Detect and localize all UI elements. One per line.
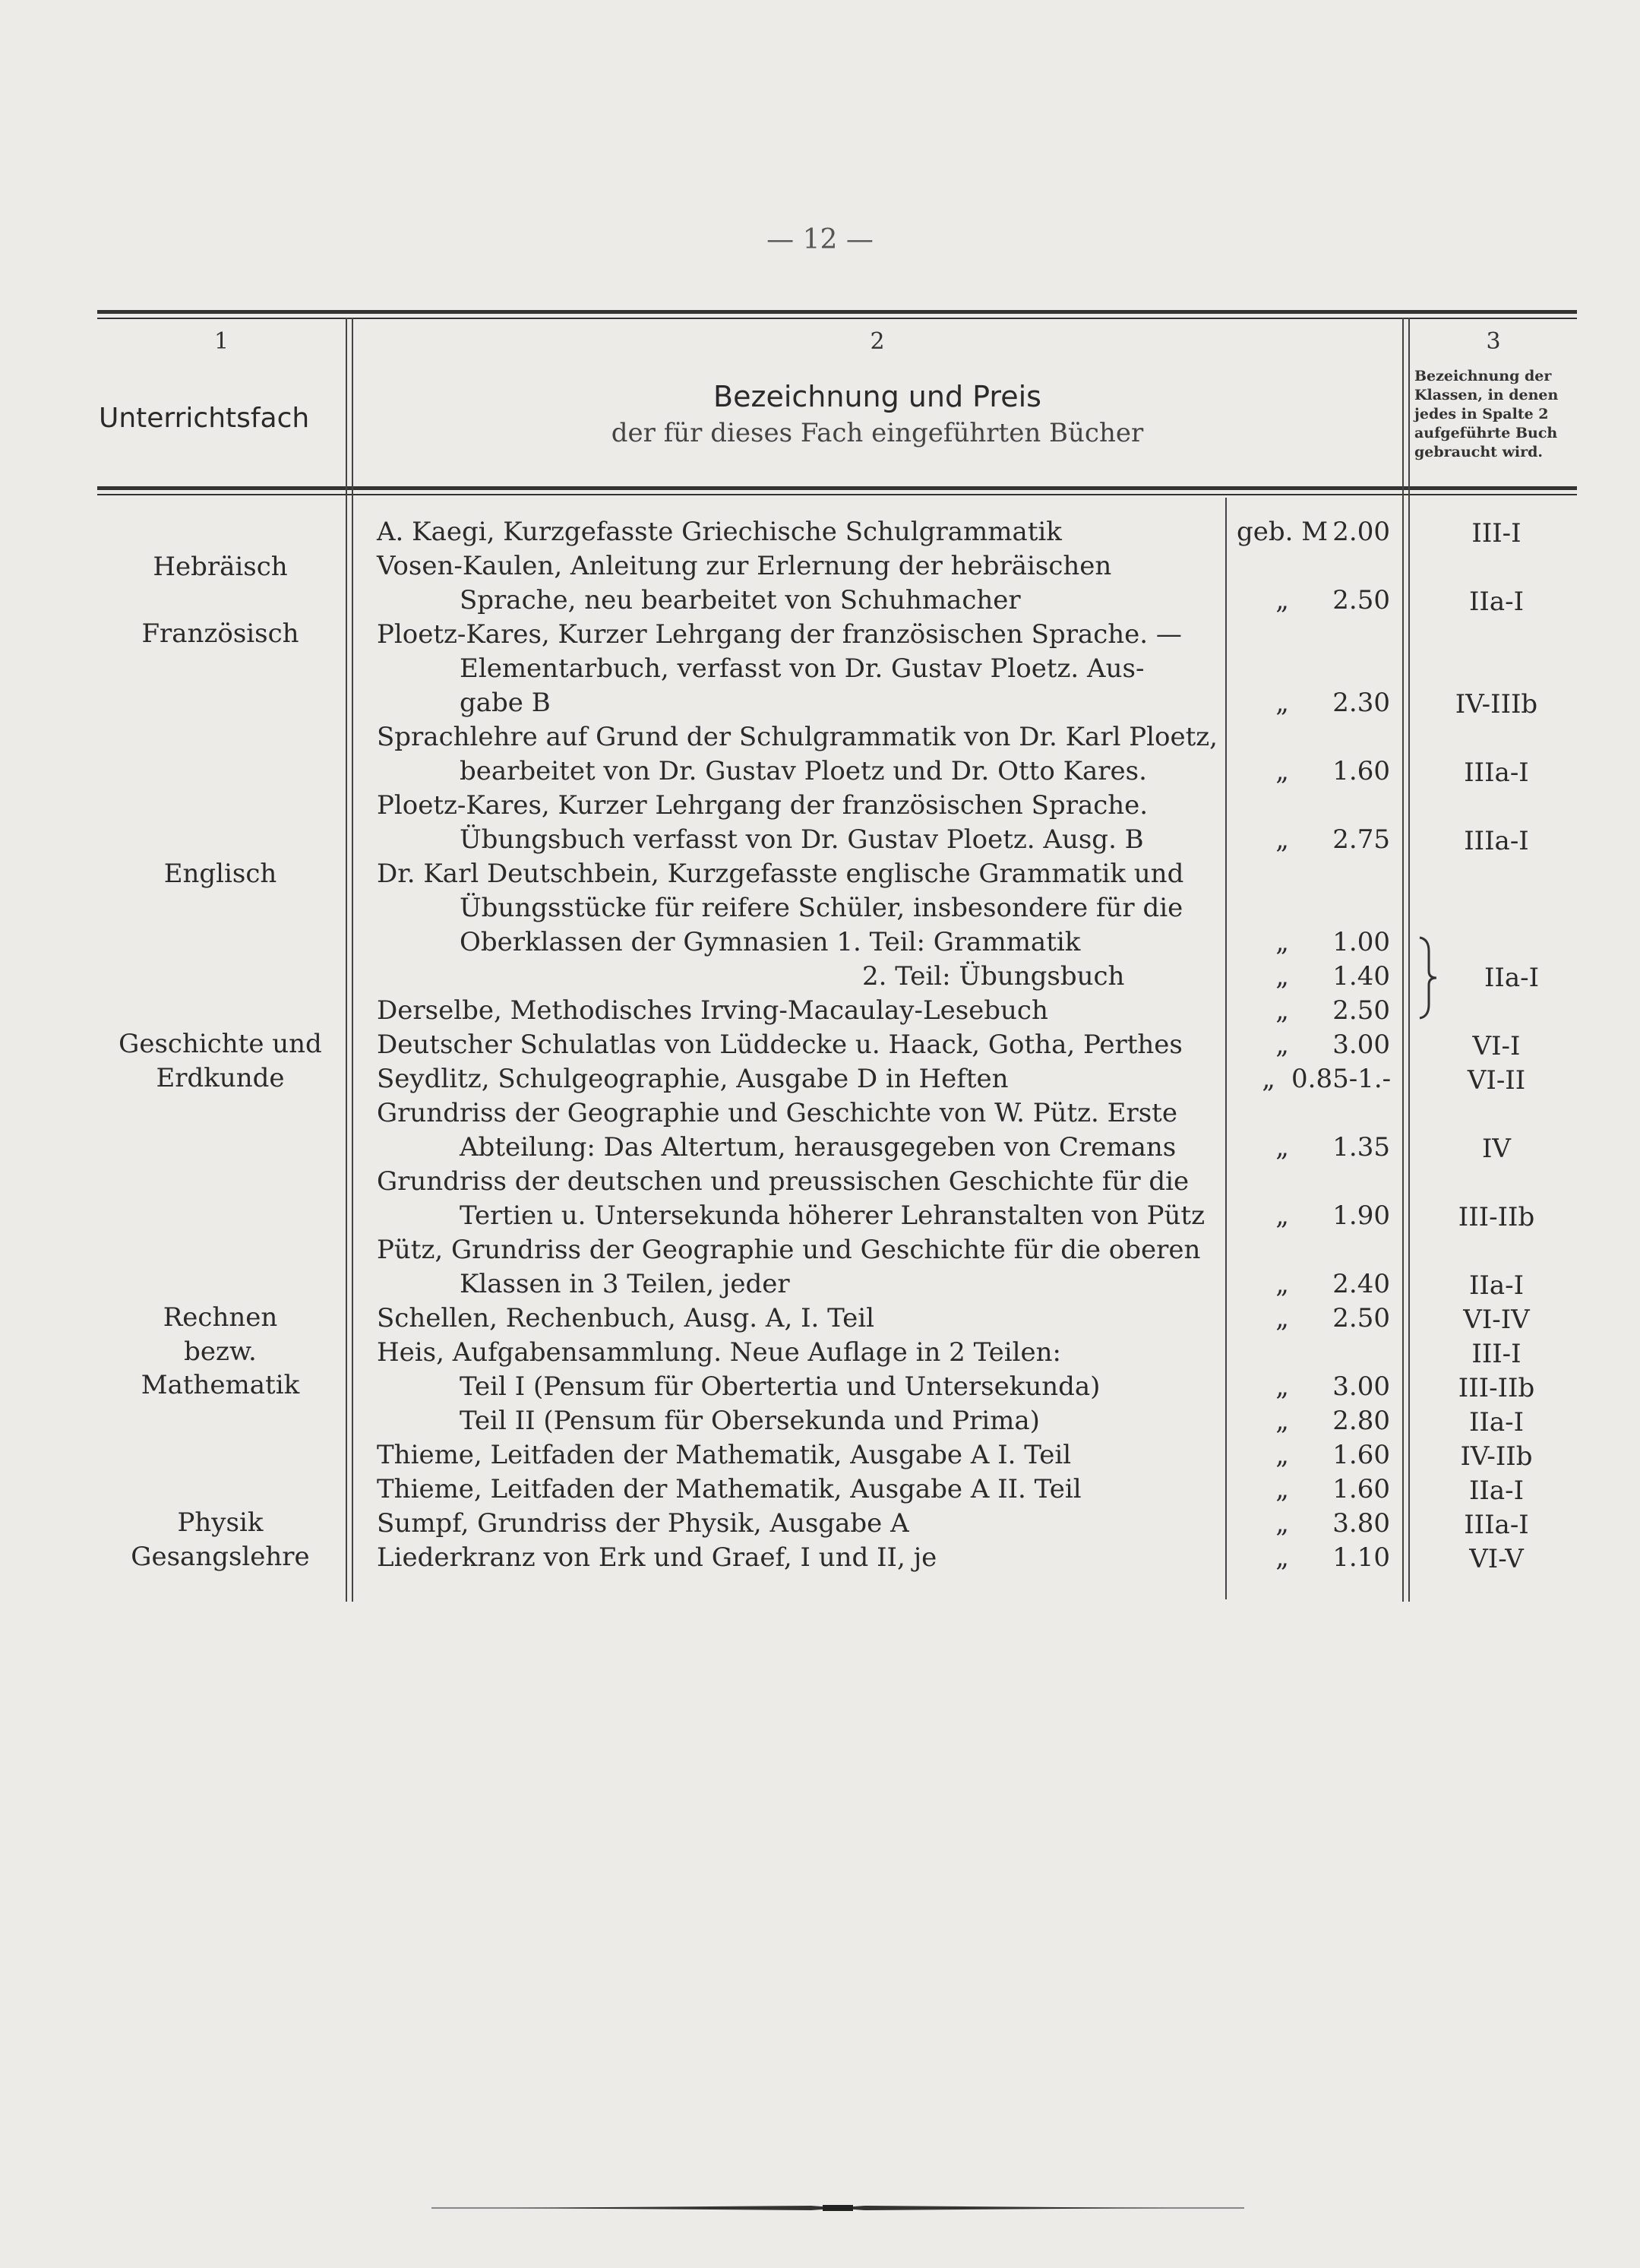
price-value: 1.10 (1332, 1542, 1390, 1573)
ditto-mark: „ (1275, 927, 1289, 957)
ditto-mark: „ (1275, 1132, 1289, 1162)
ditto-mark: „ (1275, 824, 1289, 855)
price-value: 2.40 (1332, 1269, 1390, 1299)
class-range: IIa-I (1468, 587, 1525, 617)
book-line: Liederkranz von Erk und Graef, I und II, je (377, 1542, 937, 1573)
col3-header (1414, 367, 1578, 462)
col3-header-line: aufgeführte Buch (1414, 425, 1558, 441)
book-line: Oberklassen der Gymnasien 1. Teil: Grammatik (460, 927, 1081, 957)
book-line: Thieme, Leitfaden der Mathematik, Ausgabe A I. Teil (377, 1440, 1072, 1470)
ditto-mark: „ (1275, 1508, 1289, 1539)
book-line: Grundriss der Geographie und Geschichte von W. Pütz. Erste (377, 1098, 1177, 1128)
price-value: 1.00 (1332, 927, 1390, 957)
ditto-mark: „ (1275, 1030, 1289, 1060)
page-number: — 12 — (766, 224, 874, 255)
class-range: IIIa-I (1464, 1510, 1529, 1540)
price-value: 2.75 (1332, 824, 1390, 855)
ditto-mark: „ (1275, 961, 1289, 992)
price-divider (1225, 498, 1227, 1599)
subject-label: Hebräisch (153, 552, 288, 582)
book-line: Schellen, Rechenbuch, Ausg. A, I. Teil (377, 1303, 875, 1333)
ditto-mark: „ (1275, 1440, 1289, 1470)
price-value: 2.50 (1332, 585, 1390, 615)
book-line: Seydlitz, Schulgeographie, Ausgabe D in Heften (377, 1064, 1009, 1094)
header-bottom-rule (97, 486, 1577, 490)
subject-label: Französisch (141, 618, 299, 649)
price-value: 3.00 (1332, 1030, 1390, 1060)
class-range: IIa-I (1468, 1476, 1525, 1506)
book-line: Vosen-Kaulen, Anleitung zur Erlernung der hebräischen (377, 551, 1112, 581)
col2-number: 2 (870, 328, 885, 355)
book-line: gabe B (460, 688, 551, 718)
column-divider-2a (1402, 318, 1404, 1602)
book-line: Sprache, neu bearbeitet von Schuhmacher (460, 585, 1021, 615)
book-line: Übungsbuch verfasst von Dr. Gustav Ploetz. Ausg. B (460, 824, 1144, 855)
ditto-mark: „ (1262, 1064, 1275, 1094)
class-range: IV-IIIb (1455, 689, 1538, 720)
book-line: Dr. Karl Deutschbein, Kurzgefasste englische Grammatik und (377, 859, 1184, 889)
price-value: 2.30 (1332, 688, 1390, 718)
ditto-mark: „ (1275, 1371, 1289, 1402)
book-line: Sumpf, Grundriss der Physik, Ausgabe A (377, 1508, 909, 1539)
ditto-mark: „ (1275, 756, 1289, 786)
column-divider-1b (352, 318, 353, 1602)
book-line: Sprachlehre auf Grund der Schulgrammatik von Dr. Karl Ploetz, (377, 722, 1218, 752)
price-value: 1.60 (1332, 756, 1390, 786)
book-line: Ploetz-Kares, Kurzer Lehrgang der französischen Sprache. — (377, 619, 1182, 650)
class-range: III-I (1471, 1339, 1522, 1369)
class-range: III-IIb (1458, 1202, 1535, 1232)
price-value: 0.85-1.- (1291, 1064, 1392, 1094)
col2-header-title: Bezeichnung und Preis (713, 380, 1041, 413)
price-value: 3.00 (1332, 1371, 1390, 1402)
price-value: 1.90 (1332, 1200, 1390, 1231)
book-line: Deutscher Schulatlas von Lüddecke u. Haack, Gotha, Perthes (377, 1030, 1183, 1060)
subject-label: Physik (177, 1507, 264, 1538)
col3-header-line: gebraucht wird. (1414, 444, 1544, 460)
book-line: A. Kaegi, Kurzgefasste Griechische Schulgrammatik (377, 517, 1062, 547)
col1-number: 1 (213, 328, 229, 355)
table-top-rule-thin (97, 318, 1577, 319)
price-value: 1.40 (1332, 961, 1390, 992)
book-line: Abteilung: Das Altertum, herausgegeben von Cremans (460, 1132, 1177, 1162)
book-line: bearbeitet von Dr. Gustav Ploetz und Dr. Otto Kares. (460, 756, 1147, 786)
ditto-mark: „ (1275, 1200, 1289, 1231)
subject-label: Englisch (163, 859, 277, 889)
price-value: 2.50 (1332, 1303, 1390, 1333)
col3-header-line: Bezeichnung der (1414, 368, 1552, 384)
book-line: Teil I (Pensum für Obertertia und Untersekunda) (460, 1371, 1101, 1402)
class-range: IIIa-I (1464, 758, 1529, 788)
class-range: IIIa-I (1464, 826, 1529, 856)
subject-label: Geschichte und (118, 1029, 322, 1059)
ditto-mark: „ (1275, 995, 1289, 1026)
price-value: 2.00 (1332, 517, 1390, 547)
book-line: Elementarbuch, verfasst von Dr. Gustav Ploetz. Aus- (460, 653, 1145, 684)
book-line: Thieme, Leitfaden der Mathematik, Ausgabe A II. Teil (377, 1474, 1082, 1504)
price-value: 1.35 (1332, 1132, 1390, 1162)
column-divider-1a (346, 318, 347, 1602)
price-value: 2.80 (1332, 1406, 1390, 1436)
class-range: VI-II (1467, 1065, 1526, 1096)
book-line: Derselbe, Methodisches Irving-Macaulay-Lesebuch (377, 995, 1048, 1026)
book-line: Tertien u. Untersekunda höherer Lehranstalten von Pütz (460, 1200, 1206, 1231)
class-range: IIa-I (1484, 963, 1540, 993)
book-line: 2. Teil: Übungsbuch (862, 961, 1125, 992)
ditto-mark: „ (1275, 1303, 1289, 1333)
class-range: VI-I (1472, 1031, 1521, 1061)
spacer (431, 2264, 432, 2265)
class-range: IV (1482, 1134, 1511, 1164)
class-range: IV-IIb (1460, 1441, 1533, 1472)
book-line: Übungsstücke für reifere Schüler, insbesondere für die (460, 893, 1183, 923)
class-range: III-I (1471, 518, 1522, 549)
class-range: III-IIb (1458, 1373, 1535, 1403)
header-bottom-rule-thin (97, 494, 1577, 495)
class-range: IIa-I (1468, 1407, 1525, 1438)
ditto-mark: „ (1275, 585, 1289, 615)
column-divider-2b (1408, 318, 1410, 1602)
book-line: Klassen in 3 Teilen, jeder (460, 1269, 790, 1299)
col3-header-line: jedes in Spalte 2 (1414, 406, 1549, 422)
book-line: Grundriss der deutschen und preussischen Geschichte für die (377, 1166, 1190, 1197)
ditto-mark: „ (1275, 688, 1289, 718)
price-value: 1.60 (1332, 1440, 1390, 1470)
table-top-rule (97, 310, 1577, 314)
price-value: 3.80 (1332, 1508, 1390, 1539)
book-line: Ploetz-Kares, Kurzer Lehrgang der französischen Sprache. (377, 790, 1149, 821)
col3-number: 3 (1486, 328, 1501, 355)
class-range: IIa-I (1468, 1270, 1525, 1301)
ditto-mark: „ (1275, 1406, 1289, 1436)
class-range: VI-V (1469, 1544, 1524, 1574)
ditto-mark: „ (1275, 1474, 1289, 1504)
class-range: VI-IV (1463, 1305, 1530, 1335)
col2-header-subtitle: der für dieses Fach eingeführten Bücher (611, 418, 1144, 448)
subject-label: Rechnen (163, 1302, 278, 1333)
subject-label: Gesangslehre (131, 1542, 310, 1572)
price-prefix: geb. M (1237, 517, 1329, 547)
book-line: Heis, Aufgabensammlung. Neue Auflage in 2 Teilen: (377, 1337, 1061, 1368)
ditto-mark: „ (1275, 1269, 1289, 1299)
end-ornament-rule (431, 2203, 1244, 2213)
price-value: 1.60 (1332, 1474, 1390, 1504)
subject-label: bezw. Mathematik (141, 1336, 300, 1400)
book-line: Teil II (Pensum für Obersekunda und Prima) (460, 1406, 1040, 1436)
price-value: 2.50 (1332, 995, 1390, 1026)
book-line: Pütz, Grundriss der Geographie und Geschichte für die oberen (377, 1235, 1201, 1265)
col1-header: Unterrichtsfach (99, 403, 310, 434)
ditto-mark: „ (1275, 1542, 1289, 1573)
col3-header-line: Klassen, in denen (1414, 387, 1559, 403)
subject-label: Erdkunde (156, 1063, 285, 1093)
